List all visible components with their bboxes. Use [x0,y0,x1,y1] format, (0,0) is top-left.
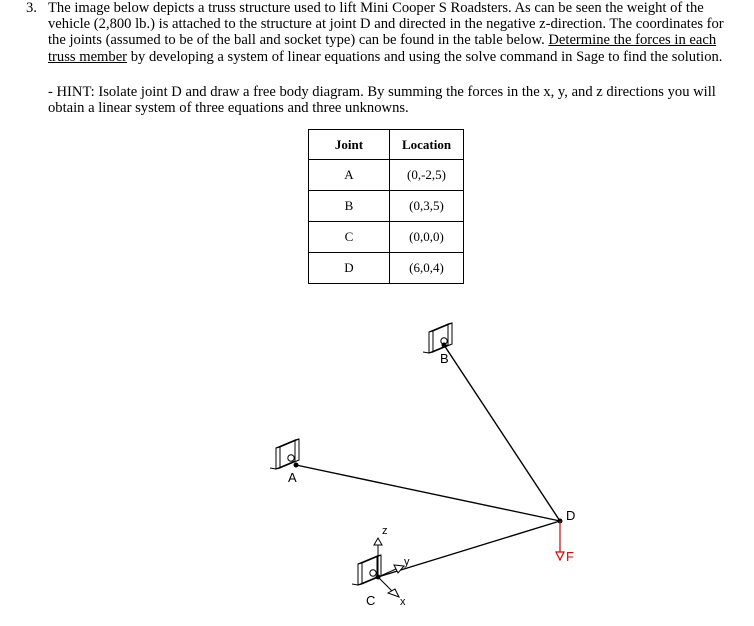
hint-text: - HINT: Isolate joint D and draw a free body diagram. By summing the forces in the x, y, and z directions you will obtain a linear system of three equations and three unknowns. [48,84,716,117]
header-location: Location [390,130,464,160]
label-c: C [366,593,376,608]
location-cell: (6,0,4) [390,253,464,284]
axis-x-label: x [400,596,406,608]
label-d: D [566,508,576,523]
axis-y-arrow [378,565,404,577]
statement-task: Determine the forces in each truss member [48,32,717,65]
member-BD [444,345,560,521]
joint-cell: A [309,160,390,191]
location-cell: (0,-2,5) [390,160,464,191]
joint-cell: D [309,253,390,284]
axis-y-label: y [404,556,410,568]
member-AD [296,465,560,521]
problem-number: 3. [26,0,37,16]
axis-z-label: z [382,525,388,537]
label-f: F [566,549,574,564]
location-cell: (0,3,5) [390,191,464,222]
joint-cell: B [309,191,390,222]
force-f-arrow [556,521,564,560]
joint-cell: C [309,222,390,253]
joint-a-dot [294,463,299,468]
joint-b-dot [442,343,447,348]
member-CD [378,521,560,577]
axis-x-arrow [378,577,399,597]
statement-text: The image below depicts a truss structure used to lift Mini Cooper S Roadsters. As can be seen the weight of the vehicle (2,800 lb.) is attached to the structure at joint D and directed in the negative z-direction. The coordinates for the joints (assumed to be of the ball and socket type) can be found in the table below. [48,0,724,49]
statement-text-end: by developing a system of linear equations and using the solve command in Sage to find the solution. [127,48,723,65]
support-b-icon [423,323,452,353]
support-c-icon [352,555,381,585]
label-a: A [288,470,297,485]
location-cell: (0,0,0) [390,222,464,253]
label-b: B [440,351,449,366]
header-joint: Joint [309,130,390,160]
